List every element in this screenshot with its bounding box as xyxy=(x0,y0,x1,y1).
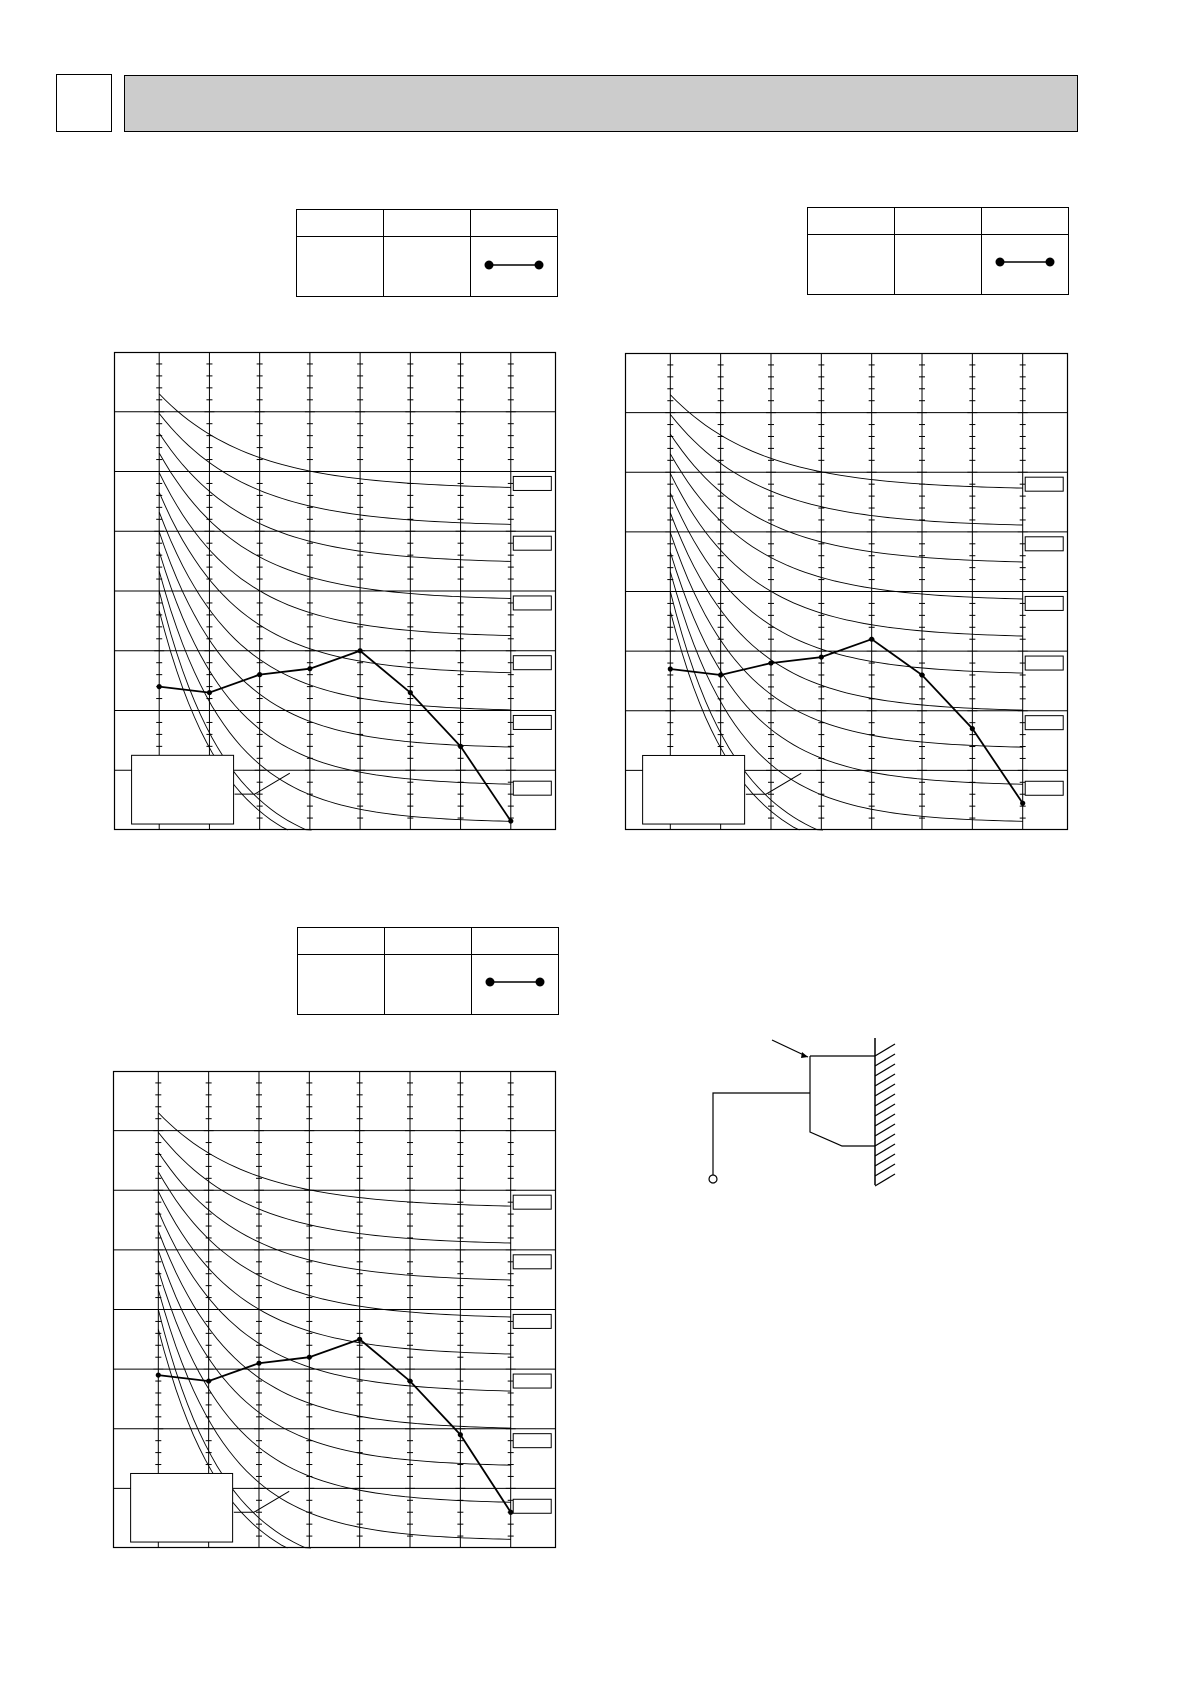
hatch-line xyxy=(875,1094,895,1106)
curve-label-box xyxy=(513,1374,551,1388)
legend-col2-header xyxy=(384,210,471,237)
curve-label-box xyxy=(1025,596,1063,610)
hatch-line xyxy=(875,1174,895,1186)
line-marker-icon xyxy=(472,955,558,1009)
legend-table-2 xyxy=(807,207,1069,295)
legend-col1-header xyxy=(298,928,385,955)
curve-label-box xyxy=(513,1314,551,1328)
curve-label-box xyxy=(513,476,551,490)
wall-hatching xyxy=(875,1044,895,1186)
legend-col2-value xyxy=(385,955,472,1015)
curve-label-box xyxy=(513,1499,551,1513)
leader-arrowhead xyxy=(801,1052,808,1058)
hatch-line xyxy=(875,1124,895,1136)
data-point xyxy=(307,666,312,671)
data-point xyxy=(718,672,723,677)
legend-line-marker xyxy=(472,955,559,1015)
section-title-bar xyxy=(124,75,1078,132)
hatch-line xyxy=(875,1104,895,1116)
legend-col1-header xyxy=(297,210,384,237)
note-box xyxy=(643,755,745,824)
note-box xyxy=(132,755,234,824)
legend-col2-header xyxy=(385,928,472,955)
curve-label-box xyxy=(1025,477,1063,491)
hatch-line xyxy=(875,1114,895,1126)
legend-col2-value xyxy=(895,235,982,295)
unit-body xyxy=(810,1056,875,1146)
data-point xyxy=(919,672,924,677)
data-point xyxy=(768,660,773,665)
curve-label-box xyxy=(1025,781,1063,795)
hatch-line xyxy=(875,1054,895,1066)
data-point xyxy=(458,1432,463,1437)
data-point xyxy=(819,654,824,659)
data-point xyxy=(869,637,874,642)
curve-label-box xyxy=(513,656,551,670)
data-point xyxy=(307,1355,312,1360)
data-point xyxy=(358,648,363,653)
curve-label-box xyxy=(513,1195,551,1209)
legend-col3-header xyxy=(982,208,1069,235)
hatch-line xyxy=(875,1154,895,1166)
data-point xyxy=(257,672,262,677)
installation-diagram xyxy=(690,1030,920,1190)
data-point xyxy=(157,684,162,689)
hatch-line xyxy=(875,1064,895,1076)
hatch-line xyxy=(875,1134,895,1146)
legend-col3-header xyxy=(471,210,558,237)
curve-label-box xyxy=(1025,716,1063,730)
performance-chart-1 xyxy=(114,352,556,830)
legend-col1-value xyxy=(297,237,384,297)
note-box xyxy=(131,1473,233,1542)
data-point xyxy=(256,1361,261,1366)
data-point xyxy=(1020,801,1025,806)
data-point xyxy=(357,1337,362,1342)
curve-label-box xyxy=(1025,656,1063,670)
legend-col3-header xyxy=(472,928,559,955)
data-point xyxy=(407,1378,412,1383)
line-marker-icon xyxy=(982,235,1068,289)
curve-label-box xyxy=(513,781,551,795)
hatch-line xyxy=(875,1144,895,1156)
hatch-line xyxy=(875,1044,895,1056)
data-point xyxy=(668,666,673,671)
legend-col1-header xyxy=(808,208,895,235)
hatch-line xyxy=(875,1074,895,1086)
legend-col2-header xyxy=(895,208,982,235)
data-point xyxy=(156,1372,161,1377)
data-point xyxy=(508,1510,513,1515)
performance-chart-2 xyxy=(625,353,1068,830)
data-point xyxy=(508,818,513,823)
curve-label-box xyxy=(513,715,551,729)
hatch-line xyxy=(875,1084,895,1096)
data-point xyxy=(458,744,463,749)
hatch-line xyxy=(875,1164,895,1176)
line-marker-icon xyxy=(471,237,557,291)
legend-line-marker xyxy=(982,235,1069,295)
section-number-box xyxy=(56,74,112,132)
curve-label-box xyxy=(513,536,551,550)
legend-line-marker xyxy=(471,237,558,297)
curve-label-box xyxy=(513,596,551,610)
curve-label-box xyxy=(513,1434,551,1448)
data-point xyxy=(207,690,212,695)
pipe-line xyxy=(713,1093,810,1176)
curve-label-box xyxy=(1025,537,1063,551)
legend-col1-value xyxy=(298,955,385,1015)
legend-table-1 xyxy=(296,209,558,297)
data-point xyxy=(206,1378,211,1383)
performance-chart-3 xyxy=(113,1071,556,1548)
data-point xyxy=(970,726,975,731)
legend-col2-value xyxy=(384,237,471,297)
pipe-end-circle xyxy=(709,1175,717,1183)
data-point xyxy=(408,690,413,695)
legend-col1-value xyxy=(808,235,895,295)
legend-table-3 xyxy=(297,927,559,1015)
curve-label-box xyxy=(513,1255,551,1269)
